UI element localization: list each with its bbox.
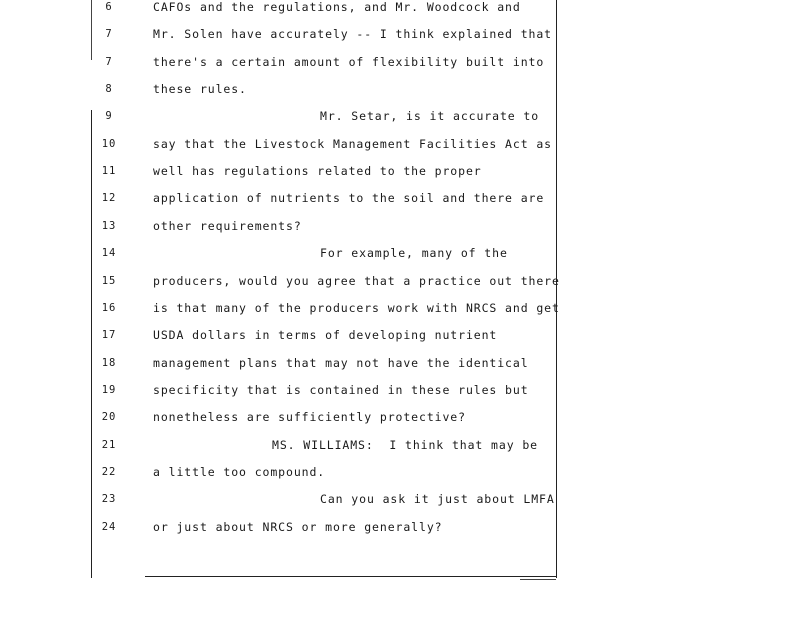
line-text: management plans that may not have the identical: [153, 355, 529, 370]
transcript-line: [0, 407, 560, 427]
line-text: USDA dollars in terms of developing nutrient: [153, 328, 498, 343]
line-text: or just about NRCS or more generally?: [153, 519, 443, 534]
line-number: 10: [101, 137, 117, 150]
line-text: application of nutrients to the soil and there are: [153, 191, 545, 206]
line-number: 12: [101, 192, 117, 205]
line-number: 8: [105, 83, 113, 96]
bottom-rule: [145, 576, 557, 577]
transcript-line: [0, 79, 560, 99]
line-text: is that many of the producers work with NRCS and get: [153, 300, 560, 315]
line-text: nonetheless are sufficiently protective?: [153, 410, 466, 425]
line-number: 20: [101, 411, 117, 424]
line-text: say that the Livestock Management Facilities Act as: [153, 136, 553, 151]
line-number: 13: [101, 219, 117, 232]
line-text: well has regulations related to the proper: [153, 164, 482, 179]
transcript-line: [0, 24, 560, 44]
line-text: MS. WILLIAMS: I think that may be: [272, 437, 539, 452]
transcript-line: [0, 216, 560, 236]
transcript-line: [0, 517, 560, 537]
transcript-line: [0, 161, 560, 181]
transcript-line: [0, 489, 560, 509]
line-number: 17: [101, 329, 117, 342]
line-number: 18: [101, 356, 117, 369]
line-number: 24: [101, 520, 117, 533]
transcript-line: [0, 0, 560, 17]
transcript-line: [0, 380, 560, 400]
line-number: 19: [101, 383, 117, 396]
transcript-line: [0, 435, 560, 455]
transcript-line: [0, 106, 560, 126]
line-number: 23: [101, 493, 117, 506]
transcript-line: [0, 353, 560, 373]
line-text: Can you ask it just about LMFA: [320, 492, 555, 507]
line-text: there's a certain amount of flexibility built into: [153, 54, 545, 69]
transcript-line: [0, 134, 560, 154]
line-text: Mr. Setar, is it accurate to: [320, 109, 540, 124]
transcript-line: [0, 188, 560, 208]
bottom-rule-tail: [520, 579, 556, 580]
transcript-line: [0, 271, 560, 291]
transcript-line: [0, 298, 560, 318]
line-number: 9: [105, 110, 113, 123]
line-number: 6: [105, 1, 113, 13]
transcript-line: [0, 462, 560, 482]
line-number: 7: [105, 55, 113, 68]
line-number: 22: [101, 465, 117, 478]
line-number: 11: [101, 165, 117, 178]
transcript-line: [0, 325, 560, 345]
transcript-line: [0, 243, 560, 263]
line-text: producers, would you agree that a practice out there: [153, 273, 560, 288]
line-number: 16: [101, 301, 117, 314]
line-text: other requirements?: [153, 218, 302, 233]
line-text: For example, many of the: [320, 246, 508, 261]
line-text: Mr. Solen have accurately -- I think explained that: [153, 27, 553, 42]
line-number: 21: [101, 438, 117, 451]
line-number: 15: [101, 274, 117, 287]
line-text: a little too compound.: [153, 464, 326, 479]
line-text: CAFOs and the regulations, and Mr. Woodcock and: [153, 0, 521, 14]
transcript-line: [0, 52, 560, 72]
line-text: these rules.: [153, 82, 247, 97]
line-text: specificity that is contained in these rules but: [153, 382, 529, 397]
line-number: 14: [101, 247, 117, 260]
line-number: 7: [105, 28, 113, 41]
